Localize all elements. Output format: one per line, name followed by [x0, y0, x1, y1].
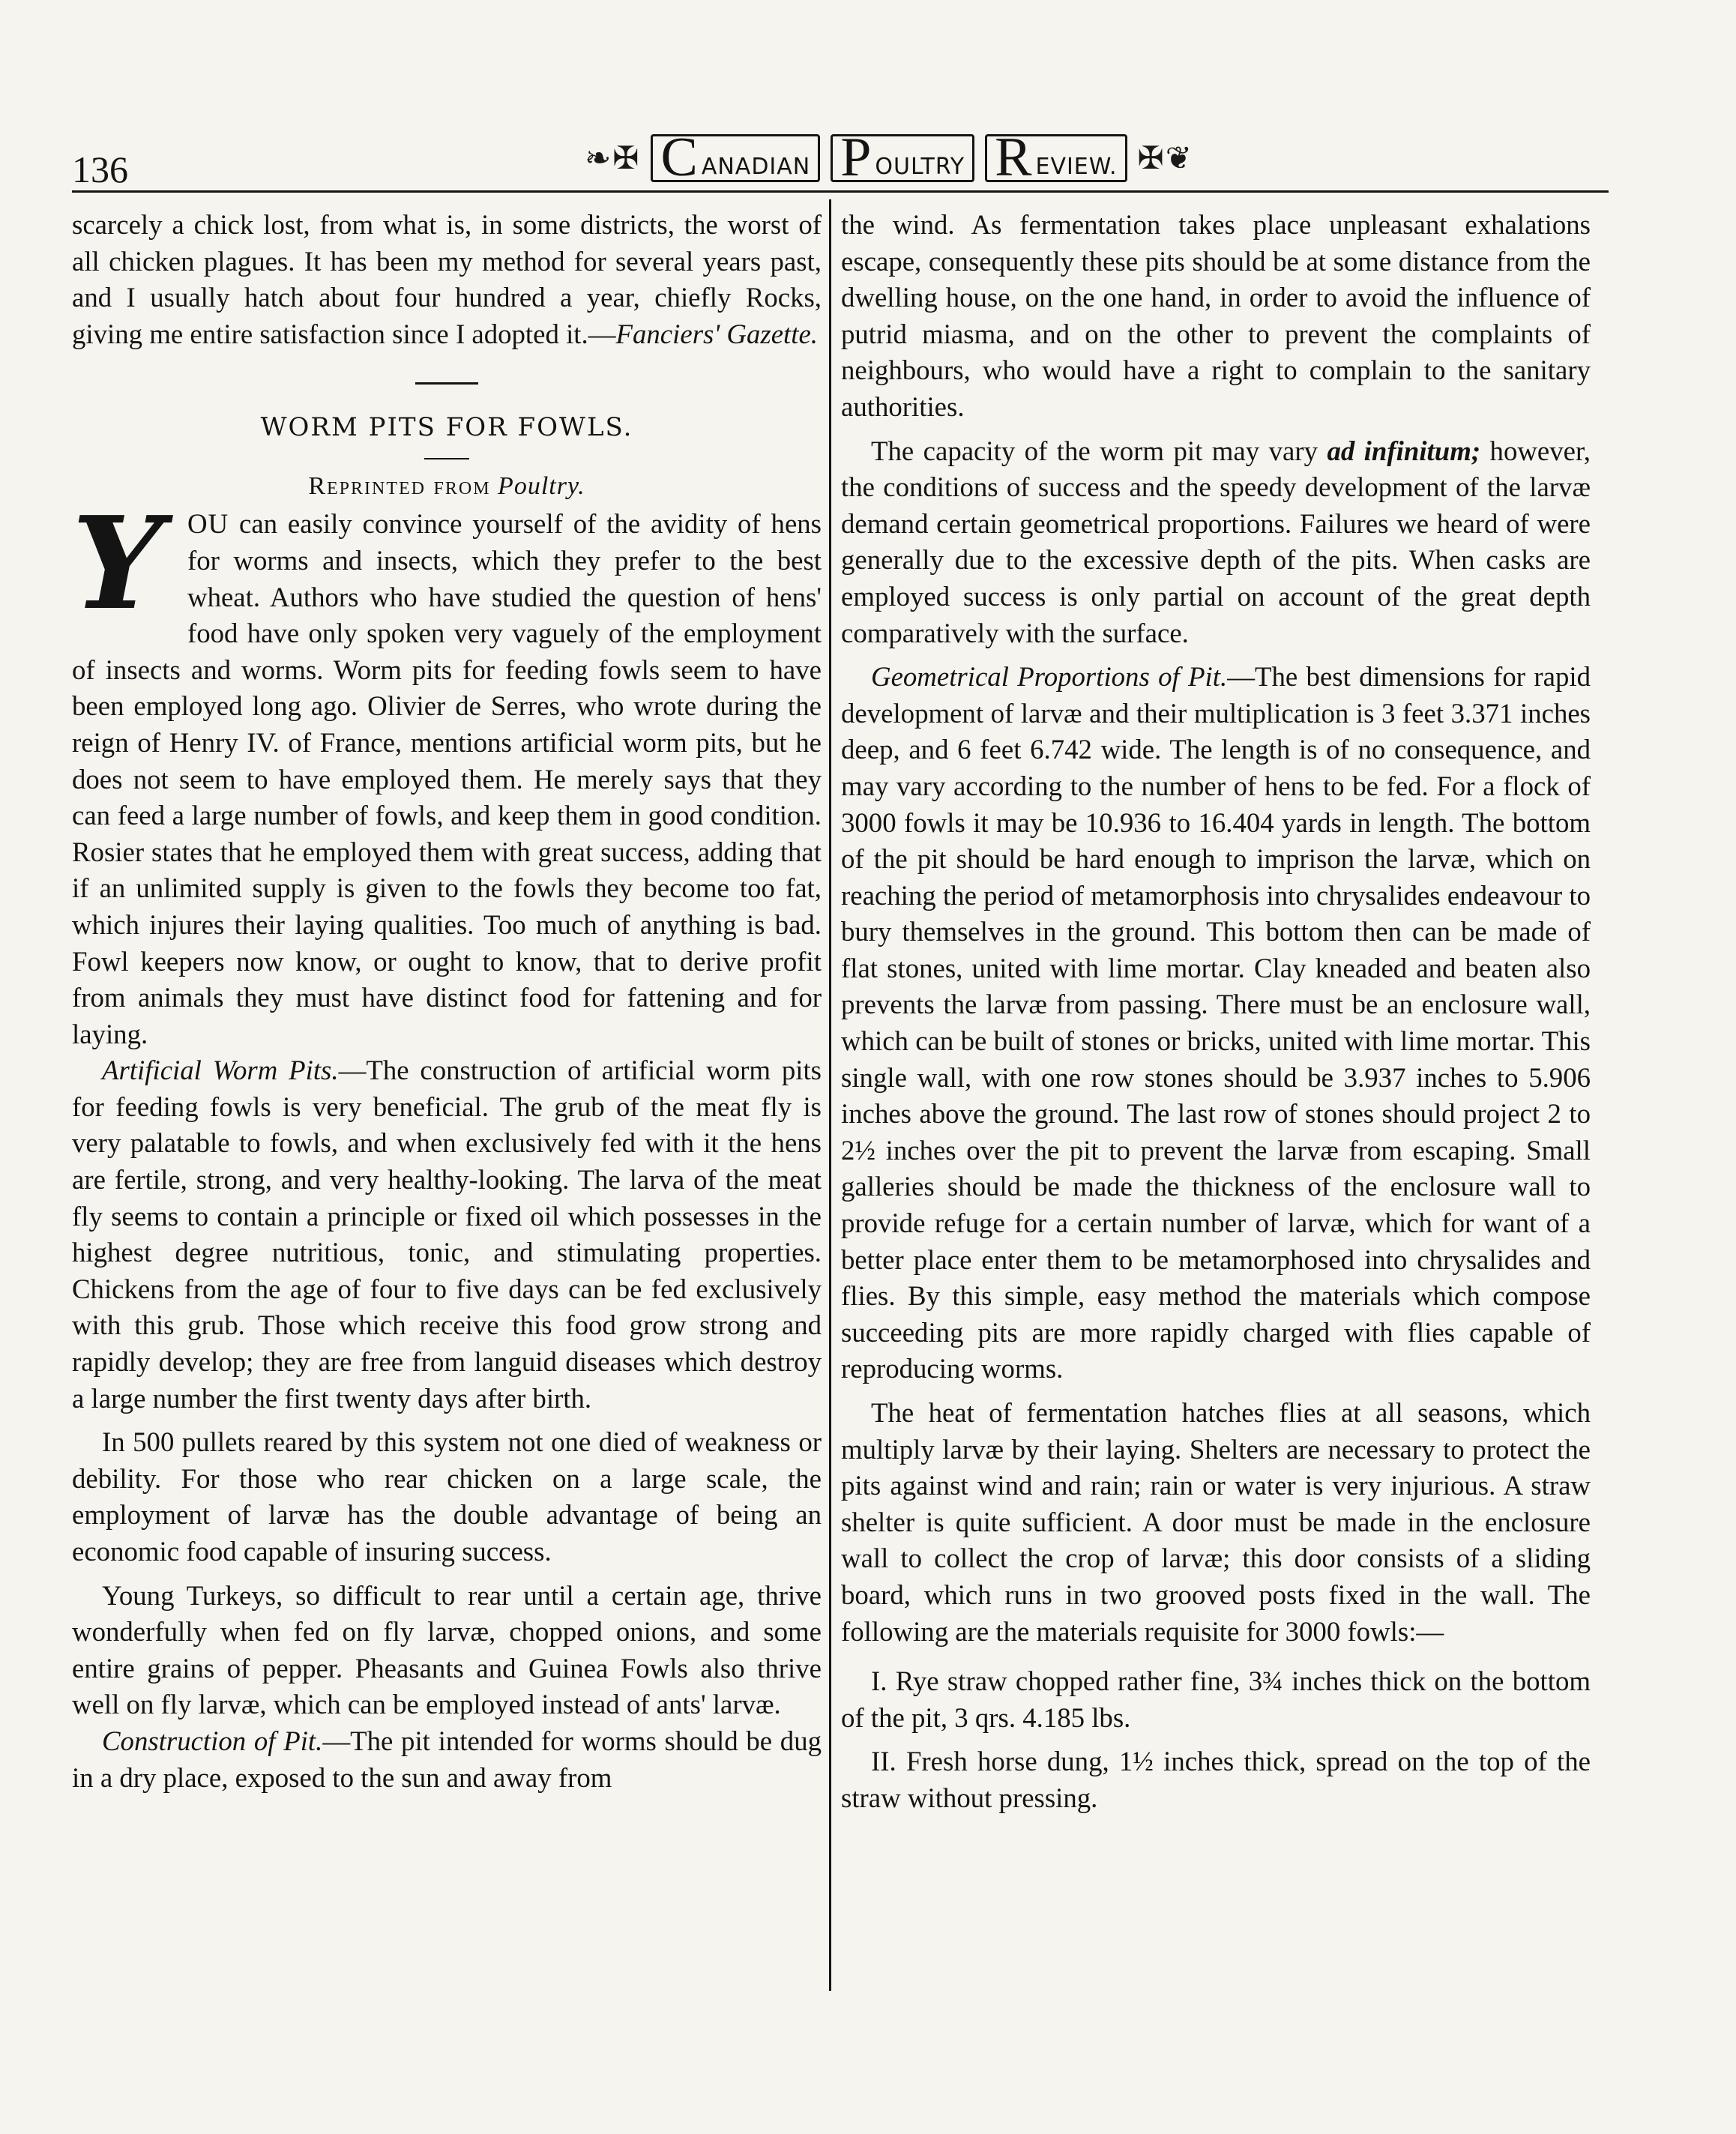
heat-paragraph: The heat of fermentation hatches flies at all seasons, which multiply larvæ by their laying. Shelters are necessary to protect the pits against wind and rain; rain or water is very injurious. A straw shelter is quite sufficient. A door must be made in the enclosure wall to collect the crop of larvæ; this door consists of a sliding board, which runs in two grooved posts fixed in the wall. The following are the materials requisite for 3000 fowls:— — [841, 1397, 1591, 1647]
right-column — [841, 207, 1591, 1817]
masthead-word-canadian: C ANADIAN — [651, 134, 820, 182]
masthead-word-review: R EVIEW. — [985, 134, 1127, 182]
page-header — [72, 129, 1609, 196]
intro-paragraph: scarcely a chick lost, from what is, in some districts, the worst of all chicken plagues. It has been my method for several years past, and I usually hatch about four hundred a year, chiefly Rocks, giving me entire satisfaction since I adopted it.—Fanciers' Gazette. — [72, 209, 822, 349]
opening-paragraph: YOU can easily convince yourself of the avidity of hens for worms and insects, which they prefer to the best wheat. Authors who have studied the question of hens' food have only spoken very vaguely of the employment of insects and worms. Worm pits for feeding fowls seem to have been employed long ago. Olivier de Serres, who wrote during the reign of Henry IV. of France, mentions artificial worm pits, but he does not seem to have employed them. He merely says that they can feed a large number of fowls, and keep them in good condition. Rosier states that he employed them with great success, adding that if an unlimited supply is given to the fowls they become too fat, which injures their laying qualities. Too much of anything is bad. Fowl keepers now know, or ought to know, that to derive profit from animals they must have distinct food for fattening and for laying. — [72, 489, 822, 1049]
left-ornament-icon: ❧✠ — [585, 142, 641, 176]
page-number: 136 — [72, 148, 128, 190]
materials-item-1: I. Rye straw chopped rather fine, 3¾ inches thick on the bottom of the pit, 3 qrs. 4.185 lbs. — [841, 1666, 1591, 1733]
left-column — [72, 207, 822, 1796]
reprint-source: Poultry. — [498, 472, 585, 501]
artificial-worm-pits-paragraph: Artificial Worm Pits.—The construction of artificial worm pits for feeding fowls is very beneficial. The grub of the meat fly is very palatable to fowls, and when exclusively fed with it the hens are fertile, strong, and very healthy-looking. The larva of the meat fly seems to contain a principle or fixed oil which possesses in the highest degree nutritious, tonic, and stimulating properties. Chickens from the age of four to five days can be fed exclusively with this grub. Those which receive this food grow strong and rapidly develop; they are free from languid diseases which destroy a large number the first twenty days after birth. — [72, 1055, 822, 1414]
ad-infinitum-emphasis: ad infinitum; — [1327, 435, 1481, 466]
subheading-artificial-worm-pits: Artificial Worm Pits. — [102, 1055, 339, 1086]
column-divider — [829, 199, 831, 1991]
reprint-credit: Reprinted from Poultry. — [308, 472, 585, 501]
construction-paragraph: Construction of Pit.—The pit intended for worms should be dug in a dry place, exposed to the sun and away from — [72, 1725, 822, 1793]
masthead-word-poultry: P OULTRY — [831, 134, 974, 182]
header-rule — [72, 190, 1609, 193]
continued-paragraph: the wind. As fermentation takes place unpleasant exhalations escape, consequently these pits should be at some distance from the dwelling house, on the one hand, in order to avoid the influence of putrid miasma, and on the other to prevent the complaints of neighbours, who would have a right to complain to the sanitary authorities. — [841, 209, 1591, 422]
section-separator — [415, 382, 478, 385]
drop-cap-letter: Y — [72, 489, 163, 639]
pullets-paragraph: In 500 pullets reared by this system not one died of weakness or debility. For those who rear chicken on a large scale, the employment of larvæ has the double advantage of being an economic food capable of insuring success. — [72, 1426, 822, 1567]
turkeys-paragraph: Young Turkeys, so difficult to rear until a certain age, thrive wonderfully when fed on fly larvæ, chopped onions, and some entire grains of pepper. Pheasants and Guinea Fowls also thrive well on fly larvæ, which can be employed instead of ants' larvæ. — [72, 1579, 822, 1720]
subheading-geometrical-proportions: Geometrical Proportions of Pit. — [871, 661, 1228, 693]
masthead-logo — [585, 127, 1193, 188]
subheading-construction-of-pit: Construction of Pit. — [102, 1725, 323, 1756]
intro-source: Fanciers' Gazette. — [615, 318, 819, 349]
geometrical-proportions-paragraph: Geometrical Proportions of Pit.—The best dimensions for rapid development of larvæ and their multiplication is 3 feet 3.371 inches deep, and 6 feet 6.742 wide. The length is of no consequence, and may vary according to the number of hens to be fed. For a flock of 3000 fowls it may be 10.936 to 16.404 yards in length. The bottom of the pit should be hard enough to imprison the larvæ, which on reaching the period of metamorphosis into chrysalides endeavour to bury themselves in the ground. This bottom then can be made of flat stones, united with lime mortar. Clay kneaded and beaten also prevents the larvæ from passing. There must be an enclosure wall, which can be built of stones or bricks, united with lime mortar. This single wall, with one row stones should be 3.937 inches to 5.906 inches above the ground. The last row of stones should project 2 to 2½ inches over the pit to prevent the larvæ from escaping. Small galleries should be made the thickness of the enclosure wall to provide refuge for a certain number of larvæ, which for want of a better place enter them to be metamorphosed into chrysalides and flies. By this simple, easy method the materials which compose succeeding pits are more rapidly charged with flies capable of reproducing worms. — [841, 661, 1591, 1384]
article-title: WORM PITS FOR FOWLS. — [260, 412, 633, 443]
right-ornament-icon: ✠❦ — [1137, 142, 1193, 176]
title-separator — [424, 458, 469, 459]
materials-item-2: II. Fresh horse dung, 1½ inches thick, spread on the top of the straw without pressing. — [841, 1746, 1591, 1813]
capacity-paragraph: The capacity of the worm pit may vary ad infinitum; however, the conditions of success and the speedy development of the larvæ demand certain geometrical proportions. Failures we heard of were generally due to the excessive depth of the pits. When casks are employed success is only partial on account of the great depth comparatively with the surface. — [841, 435, 1591, 648]
